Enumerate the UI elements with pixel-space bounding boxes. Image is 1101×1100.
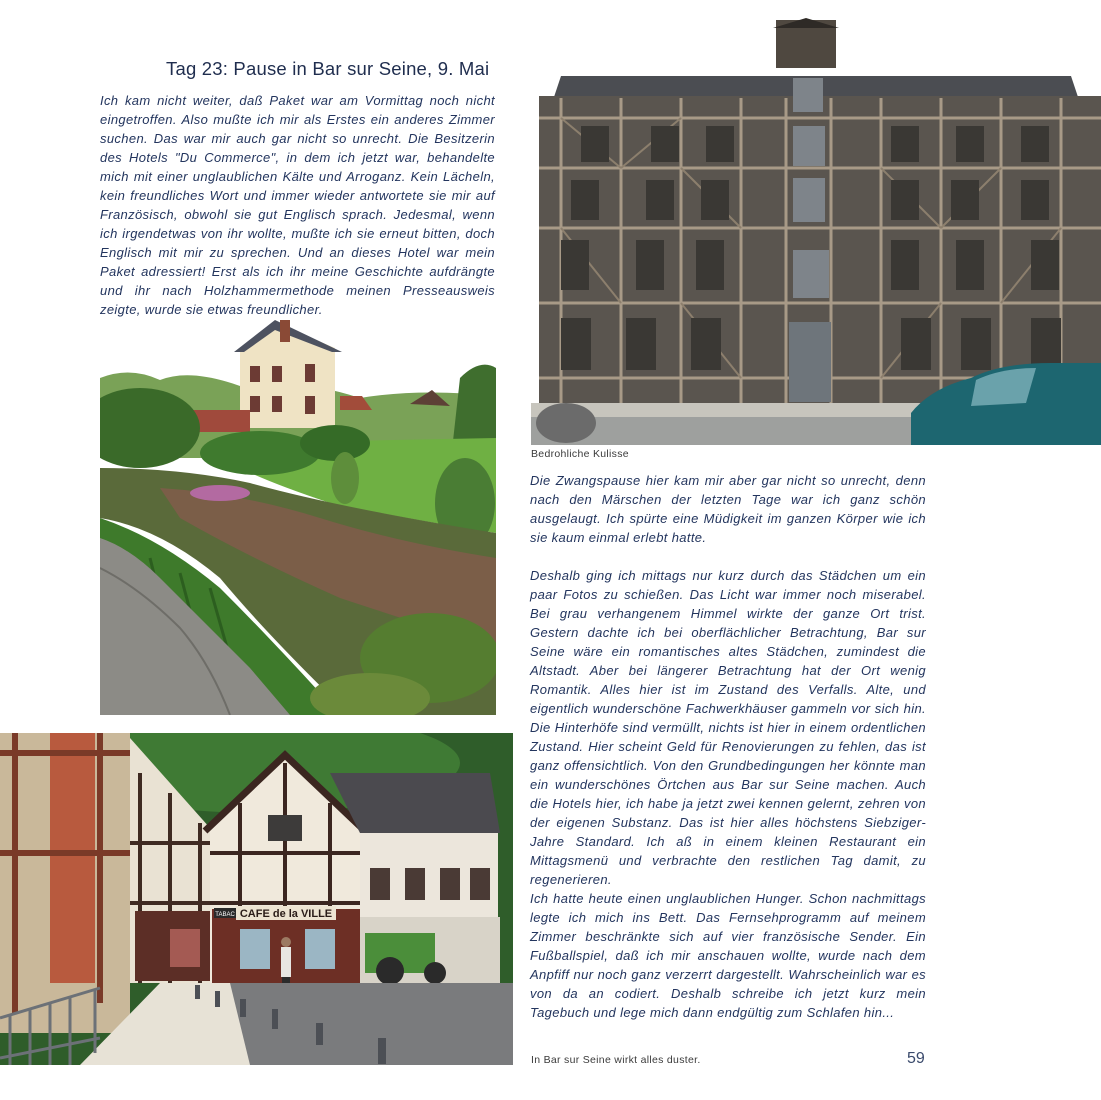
half-timbered-building-photo [531,18,1101,445]
main-paragraph-1: Die Zwangspause hier kam mir aber gar nicht so unrecht, denn nach den Märschen der letzten Tage war ich ganz schön ausgelaugt. Ich spürte eine Müdigkeit im ganzen Körper wie ich sie kaum einmal erlebt hatte. [530,473,926,545]
building-caption: Bedrohliche Kulisse [531,448,629,460]
cafe-sign-text: CAFE de la VILLE [239,908,333,920]
page-number: 59 [907,1050,925,1067]
garden-photo [100,318,496,715]
street-caption: In Bar sur Seine wirkt alles duster. [531,1054,701,1066]
street-photo [0,733,513,1065]
main-paragraph-2: Deshalb ging ich mittags nur kurz durch das Städchen um ein paar Fotos zu schießen. Das Licht war immer noch miserabel. Bei grau verhangenem Himmel wirkte der ganze Ort trist. Gestern dachte ich bei oberflächlicher Betrachtung, Bar sur Seine wäre ein romantisches altes Städchen, zumindest die Altstadt. Aber bei längerer Betrachtung hat der Ort wenig Romantik. Alles hier ist im Zustand des Verfalls. Alte, und eigentlich wunderschöne Fachwerkhäuser gammeln vor sich hin. Die Hinterhöfe sind vermüllt, nichts ist hier in einem ordentlichen Zustand. Hier scheint Geld für Renovierungen zu fehlen, das ist ganz offensichtlich. Von den Grundbedingungen her könnte man ein wunderschönes Örtchen aus Bar sur Seine machen. Auch die Hotels hier, ich habe ja jetzt zwei kennen gelernt, zehren von der eigenen Substanz. Das ist hier alles höchstens Siebziger-Jahre Standard. Ich aß in einem kleinen Restaurant ein Mittagsmenü und verbrachte den restlichen Tag damit, zu regenerieren. [530,568,926,887]
tabac-sign-text: TABAC [215,912,235,918]
main-text [530,471,926,1022]
intro-paragraph: Ich kam nicht weiter, daß Paket war am Vormittag noch nicht eingetroffen. Also mußte ich mir als Erstes ein anderes Zimmer suchen. Das war mir auch gar nicht so unrecht. Die Besitzerin des Hotels "Du Commerce", in dem ich jetzt war, behandelte mich mit einer unglaublichen Kälte und Arroganz. Kein Lächeln, kein freundliches Wort und immer wieder antwortete sie mir auf Französisch, obwohl sie gut Englisch sprach. Jedesmal, wenn ich irgendetwas von ihr wollte, mußte ich sie erneut bitten, doch Englisch mit mir zu sprechen. Und an dieses Hotel war mein Paket adressiert! Erst als ich ihr meine Geschichte aufdrängte und ihr nach Holzhammermethode meinen Presseausweis zeigte, wurde sie etwas freundlicher. [100,93,495,317]
intro-text [100,91,495,319]
page-title: Tag 23: Pause in Bar sur Seine, 9. Mai [166,58,490,79]
main-paragraph-3: Ich hatte heute einen unglaublichen Hunger. Schon nachmittags legte ich mich ins Bett. Das Fernsehprogramm auf meinem Zimmer beschränkte sich auf vier französische Sender. Ein Fußballspiel, daß ich mir anschauen wollte, wurde nach dem Anpfiff nur noch ganz verzerrt dargestellt. Wahrscheinlich war es von da an codiert. Deshalb schreibe ich jetzt kurz mein Tagebuch und lege mich dann endgültig zum Schlafen hin... [530,891,926,1020]
